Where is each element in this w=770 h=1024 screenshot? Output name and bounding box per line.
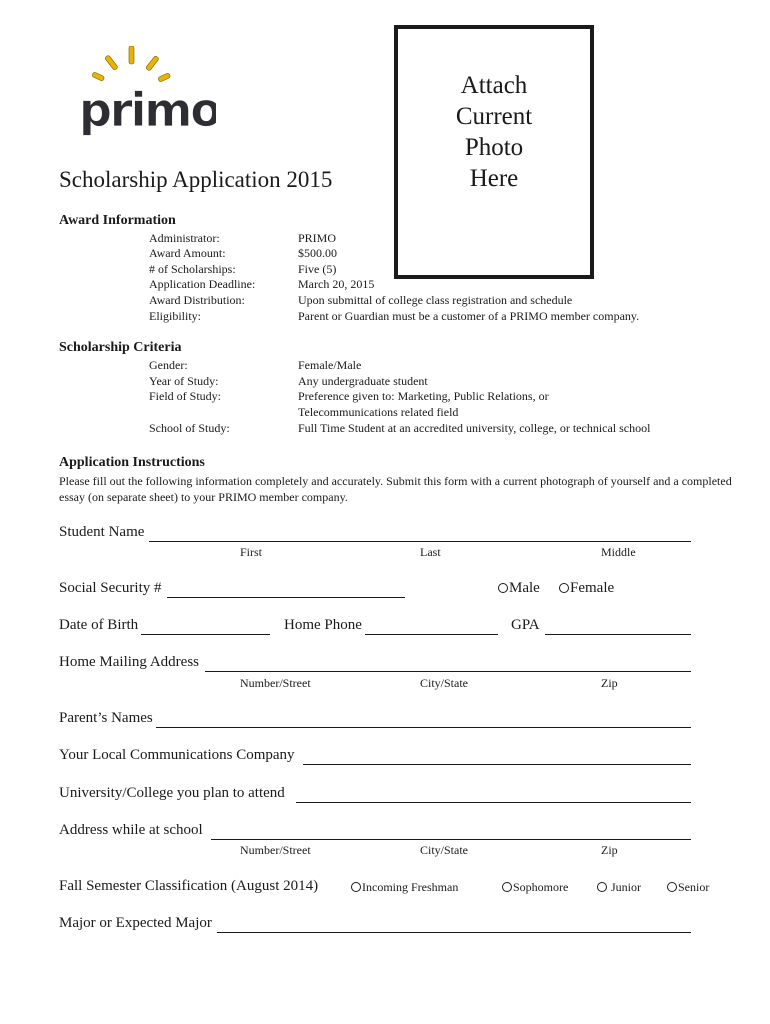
radio-circle-icon <box>559 583 569 593</box>
photo-line: Here <box>469 165 519 192</box>
criteria-value: Any undergraduate student <box>298 374 428 388</box>
option-label: Incoming Freshman <box>362 880 459 894</box>
award-label: Award Amount: <box>149 246 226 260</box>
parents-names-field[interactable] <box>156 727 691 728</box>
sub-label-zip: Zip <box>601 676 618 690</box>
award-value: PRIMO <box>298 231 337 245</box>
home-address-label: Home Mailing Address <box>59 654 199 670</box>
award-value: Five (5) <box>298 262 337 276</box>
option-label: Senior <box>678 880 710 894</box>
sub-label-first: First <box>240 545 263 559</box>
radio-circle-icon <box>597 882 607 892</box>
criteria-value: Preference given to: Marketing, Public Relations, or <box>298 389 549 403</box>
junior-radio[interactable] <box>597 880 641 895</box>
option-label: Male <box>509 580 540 596</box>
page-title: Scholarship Application 2015 <box>59 167 333 192</box>
sub-label-city-state: City/State <box>420 843 468 857</box>
award-value: March 20, 2015 <box>298 277 375 291</box>
criteria-value: Full Time Student at an accredited university, college, or technical school <box>298 421 651 435</box>
parents-names-label: Parent’s Names <box>59 710 153 726</box>
major-field[interactable] <box>217 932 691 933</box>
option-label: Female <box>570 580 615 596</box>
ssn-field[interactable] <box>167 597 405 598</box>
sub-label-street: Number/Street <box>240 843 311 857</box>
student-name-field[interactable] <box>149 541 691 542</box>
radio-circle-icon <box>502 882 512 892</box>
sub-label-street: Number/Street <box>240 676 311 690</box>
award-label: Application Deadline: <box>149 277 256 291</box>
dob-field[interactable] <box>141 634 270 635</box>
gpa-label: GPA <box>511 617 540 633</box>
instructions-text: Please fill out the following information completely and accurately. Submit this form with a current photograph of yourself and a completed essay (on separate sheet) to your PRIMO member company. <box>59 474 732 504</box>
gender-female-radio[interactable] <box>559 580 614 597</box>
criteria-label: Gender: <box>149 358 188 372</box>
award-label: Eligibility: <box>149 309 202 323</box>
photo-line: Current <box>455 103 533 130</box>
sub-label-middle: Middle <box>601 545 636 559</box>
gpa-field[interactable] <box>545 634 691 635</box>
award-label: # of Scholarships: <box>149 262 236 276</box>
senior-radio[interactable] <box>667 880 709 895</box>
home-phone-field[interactable] <box>365 634 498 635</box>
option-label: Junior <box>608 880 641 894</box>
photo-line: Attach <box>460 72 528 99</box>
local-company-field[interactable] <box>303 764 691 765</box>
student-name-label: Student Name <box>59 524 145 540</box>
dob-label: Date of Birth <box>59 617 139 633</box>
radio-circle-icon <box>351 882 361 892</box>
school-address-label: Address while at school <box>59 822 203 838</box>
criteria-label: Year of Study: <box>149 374 219 388</box>
award-label: Award Distribution: <box>149 293 245 307</box>
photo-placeholder[interactable] <box>394 25 594 279</box>
university-field[interactable] <box>296 802 691 803</box>
home-phone-label: Home Phone <box>284 617 362 633</box>
freshman-radio[interactable] <box>351 880 458 895</box>
criteria-heading: Scholarship Criteria <box>59 340 182 355</box>
sophomore-radio[interactable] <box>502 880 568 895</box>
award-info-heading: Award Information <box>59 213 176 228</box>
ssn-label: Social Security # <box>59 580 162 596</box>
criteria-label: School of Study: <box>149 421 230 435</box>
gender-male-radio[interactable] <box>498 580 540 597</box>
sub-label-city-state: City/State <box>420 676 468 690</box>
criteria-value: Telecommunications related field <box>298 405 459 419</box>
criteria-value: Female/Male <box>298 358 362 372</box>
local-company-label: Your Local Communications Company <box>59 747 295 763</box>
school-address-field[interactable] <box>211 839 691 840</box>
classification-label: Fall Semester Classification (August 2014) <box>59 878 319 894</box>
home-address-field[interactable] <box>205 671 691 672</box>
award-label: Administrator: <box>149 231 220 245</box>
sub-label-last: Last <box>420 545 441 559</box>
major-label: Major or Expected Major <box>59 915 212 931</box>
photo-line: Photo <box>464 134 524 161</box>
award-value: Upon submittal of college class registration and schedule <box>298 293 573 307</box>
radio-circle-icon <box>498 583 508 593</box>
radio-circle-icon <box>667 882 677 892</box>
primo-logo <box>76 46 216 136</box>
university-label: University/College you plan to attend <box>59 785 285 801</box>
award-value: Parent or Guardian must be a customer of a PRIMO member company. <box>298 309 640 323</box>
sub-label-zip: Zip <box>601 843 618 857</box>
award-value: $500.00 <box>298 246 337 260</box>
instructions-heading: Application Instructions <box>59 455 205 470</box>
option-label: Sophomore <box>513 880 569 894</box>
logo-text: primo <box>79 83 216 136</box>
criteria-label: Field of Study: <box>149 389 222 403</box>
